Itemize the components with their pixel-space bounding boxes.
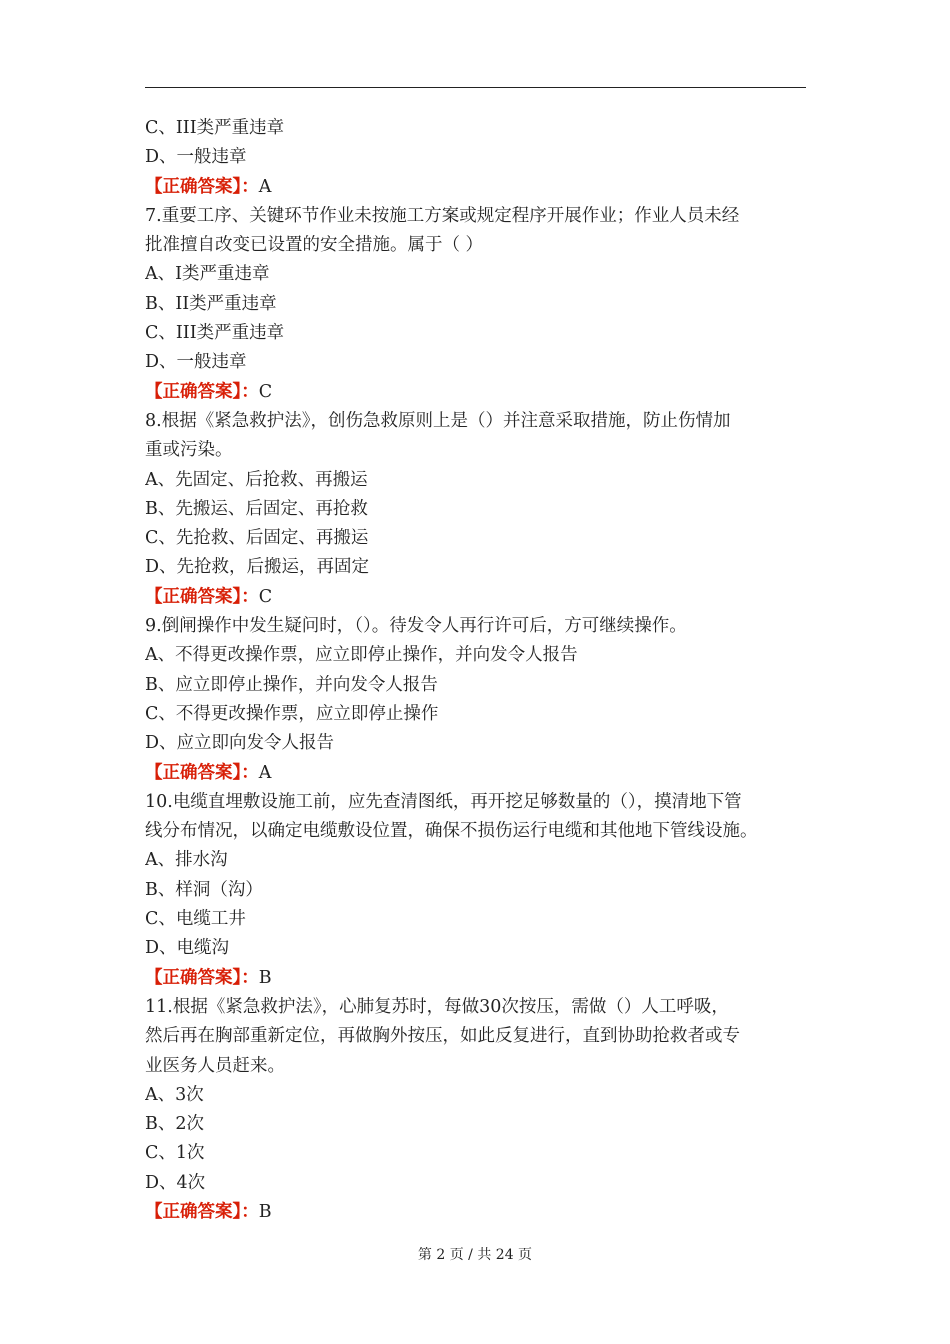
text-line: B、样洞（沟）	[145, 879, 263, 900]
answer-value: C	[258, 381, 273, 402]
answer-line	[145, 1198, 806, 1227]
text-line: C、电缆工井	[145, 909, 246, 930]
page-content	[145, 114, 806, 1227]
header-rule	[145, 87, 806, 88]
answer-label: 【正确答案】：	[145, 967, 259, 988]
text-line: C、1次	[145, 1143, 205, 1164]
answer-line	[145, 964, 806, 993]
text-line: D、4次	[145, 1172, 206, 1193]
text-line: A、不得更改操作票，应立即停止操作，并向发令人报告	[145, 645, 578, 666]
text-line: 然后再在胸部重新定位，再做胸外按压，如此反复进行，直到协助抢救者或专	[145, 1026, 740, 1047]
text-line: B、II类严重违章	[145, 293, 277, 314]
text-line: D、一般违章	[145, 352, 247, 373]
text-line: C、不得更改操作票，应立即停止操作	[145, 703, 439, 724]
answer-value: C	[258, 586, 273, 607]
answer-label: 【正确答案】：	[145, 176, 259, 197]
text-line: D、先抢救，后搬运，再固定	[145, 557, 370, 578]
answer-line	[145, 378, 806, 407]
text-line: 批准擅自改变已设置的安全措施。属于（ ）	[145, 235, 484, 256]
text-line: 9.倒闸操作中发生疑问时，（）。待发令人再行许可后，方可继续操作。	[145, 616, 687, 637]
text-line: D、电缆沟	[145, 938, 230, 959]
text-line: B、2次	[145, 1114, 204, 1135]
text-line: C、先抢救、后固定、再搬运	[145, 528, 369, 549]
text-line: 7.重要工序、关键环节作业未按施工方案或规定程序开展作业；作业人员未经	[145, 205, 740, 226]
text-line: 11.根据《紧急救护法》，心肺复苏时，每做30次按压，需做（）人工呼吸，	[145, 996, 729, 1017]
text-line: D、一般违章	[145, 147, 247, 168]
text-line: A、排水沟	[145, 850, 228, 871]
answer-line	[145, 583, 806, 612]
answer-value: A	[258, 762, 272, 783]
text-line: B、应立即停止操作，并向发令人报告	[145, 674, 438, 695]
text-line: 8.根据《紧急救护法》，创伤急救原则上是（）并注意采取措施，防止伤情加	[145, 410, 731, 431]
answer-value: B	[258, 1201, 272, 1222]
answer-value: A	[258, 176, 272, 197]
text-line: A、I类严重违章	[145, 264, 270, 285]
text-line: C、III类严重违章	[145, 118, 285, 138]
answer-label: 【正确答案】：	[145, 762, 259, 783]
answer-line	[145, 173, 806, 202]
answer-label: 【正确答案】：	[145, 586, 259, 607]
text-line: 重或污染。	[145, 440, 233, 461]
text-line: D、应立即向发令人报告	[145, 733, 335, 754]
answer-label: 【正确答案】：	[145, 1201, 259, 1222]
text-line: C、III类严重违章	[145, 323, 285, 344]
page-footer: 第 2 页 / 共 24 页	[417, 1247, 533, 1263]
text-line: B、先搬运、后固定、再抢救	[145, 498, 368, 519]
text-line: A、先固定、后抢救、再搬运	[145, 469, 368, 490]
text-line: 线分布情况，以确定电缆敷设位置，确保不损伤运行电缆和其他地下管线设施。	[145, 821, 758, 842]
answer-value: B	[258, 967, 272, 988]
answer-label: 【正确答案】：	[145, 381, 259, 402]
text-line: 业医务人员赶来。	[145, 1055, 285, 1076]
text-line: 10.电缆直埋敷设施工前，应先查清图纸，再开挖足够数量的（），摸清地下管	[145, 791, 742, 812]
text-line: A、3次	[145, 1084, 204, 1105]
answer-line	[145, 759, 806, 788]
